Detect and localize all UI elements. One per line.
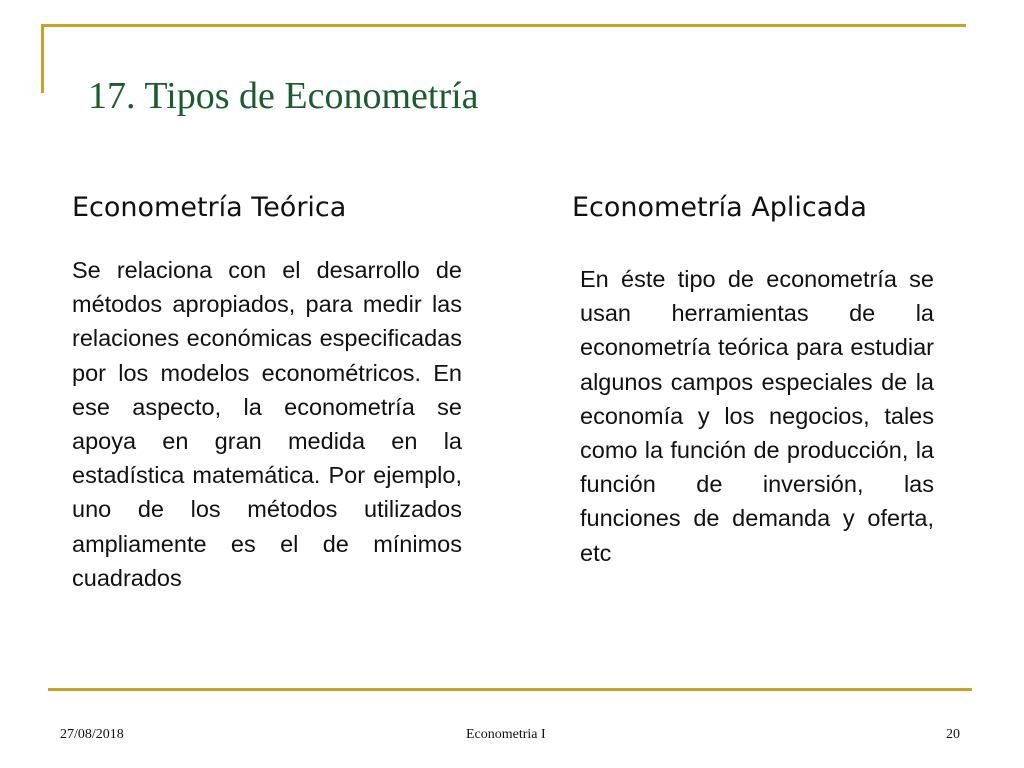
heading-econometria-aplicada: Econometría Aplicada [572, 192, 867, 223]
body-econometria-aplicada: En éste tipo de econometría se usan herramientas de la econometría teórica para estudiar algunos campos especiales de la economía y los negocios, tales como la función de producción, la función de inversión, las funciones de demanda y oferta, etc [580, 266, 934, 566]
slide-title: 17. Tipos de Econometría [88, 75, 479, 117]
footer-date: 27/08/2018 [60, 727, 124, 742]
footer-course: Econometria I [466, 727, 546, 742]
heading-econometria-teorica: Econometría Teórica [72, 192, 347, 223]
frame-left-line [41, 24, 44, 93]
footer-page-number: 20 [946, 727, 960, 742]
frame-top-line [44, 24, 966, 27]
body-econometria-teorica: Se relaciona con el desarrollo de métodos apropiados, para medir las relaciones económicas especificadas por los modelos econométricos. En ese aspecto, la econometría se apoya en gran medida en la estadística matemática. Por ejemplo, uno de los métodos utilizados ampliamente es el de mínimos cuadrados [72, 257, 462, 591]
frame-bottom-line [48, 688, 972, 691]
